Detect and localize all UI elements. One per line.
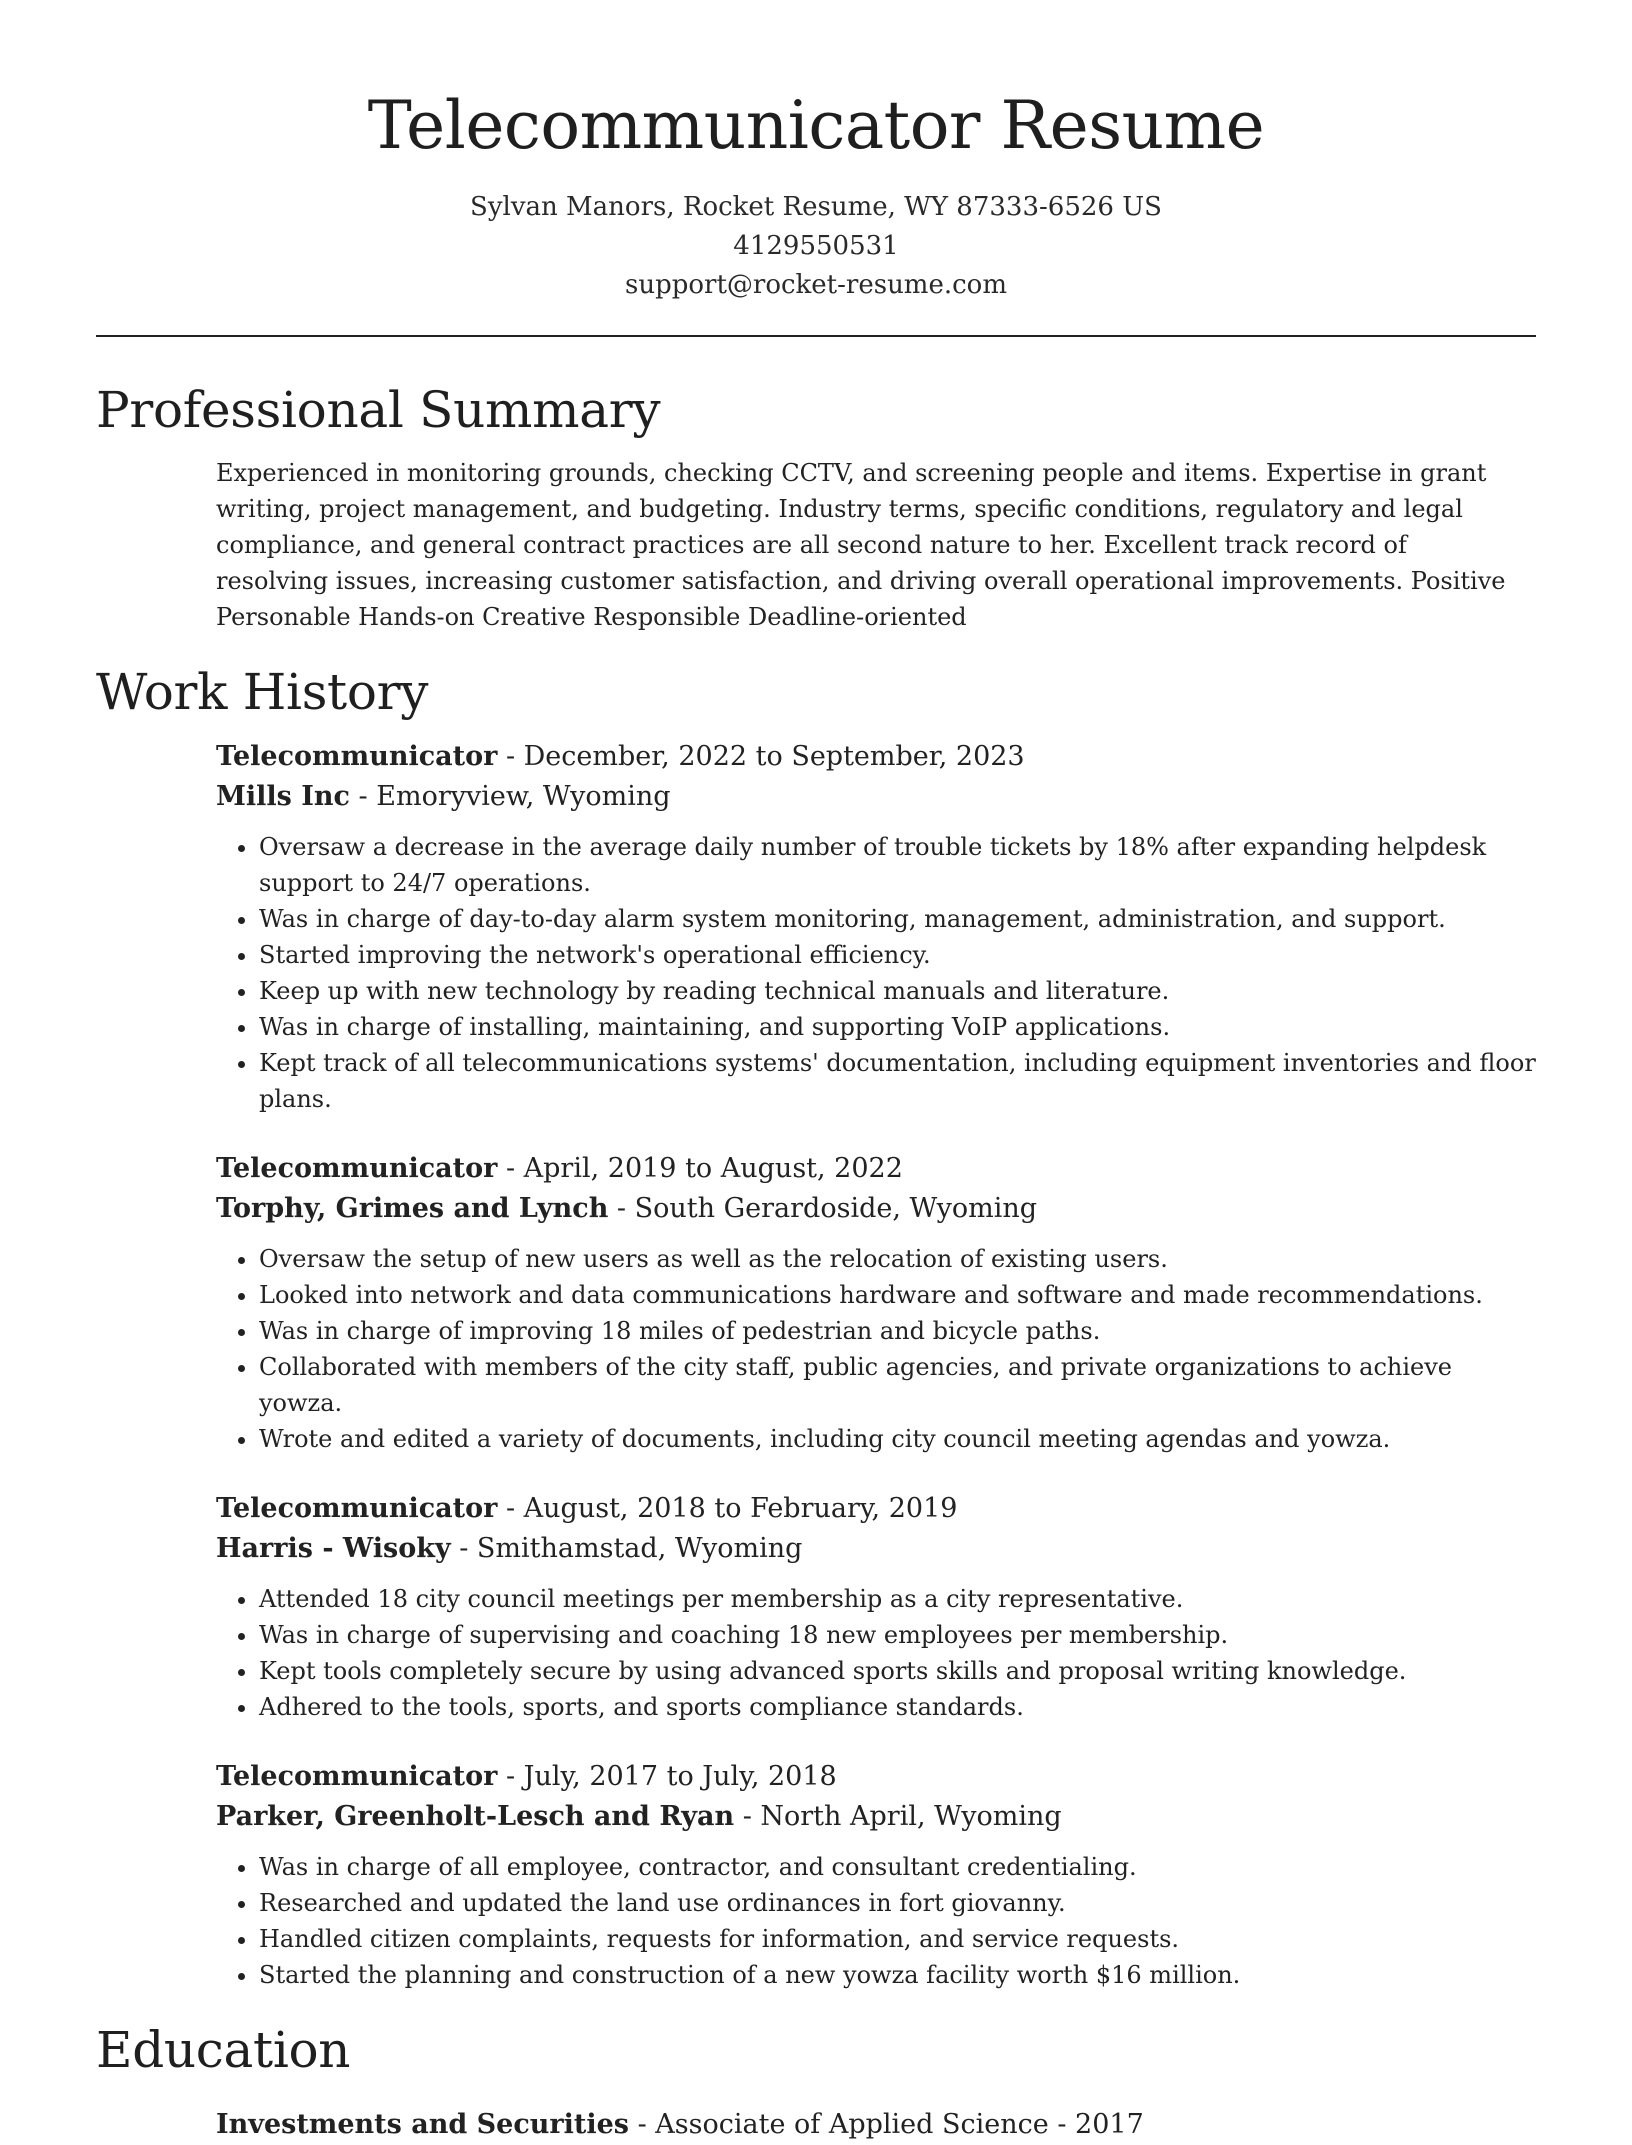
job-company: Parker, Greenholt-Lesch and Ryan: [216, 1801, 735, 1832]
job-location: - North April, Wyoming: [734, 1801, 1062, 1832]
section-heading-education: Education: [96, 2021, 351, 2079]
job-location: - Smithamstad, Wyoming: [450, 1533, 803, 1564]
contact-email: support@rocket-resume.com: [624, 270, 1007, 300]
job-title: Telecommunicator: [216, 741, 498, 772]
job-dates: - December, 2022 to September, 2023: [497, 741, 1025, 772]
job-dates: - April, 2019 to August, 2022: [497, 1153, 903, 1184]
contact-block: [96, 188, 1536, 305]
job-bullet: • Adhered to the tools, sports, and sports compliance standards.: [259, 1689, 1536, 1725]
job-title: Telecommunicator: [216, 1761, 498, 1792]
job-bullets: [216, 829, 1536, 1117]
job-bullet: • Was in charge of supervising and coaching 18 new employees per membership.: [259, 1617, 1536, 1653]
education-school: Investments and Securities: [216, 2109, 629, 2140]
job-bullet: • Collaborated with members of the city staff, public agencies, and private organizations to achieve yowza.: [259, 1349, 1536, 1421]
job-bullet: • Wrote and edited a variety of documents, including city council meeting agendas and yowza.: [259, 1421, 1536, 1457]
job-bullet: • Researched and updated the land use ordinances in fort giovanny.: [259, 1885, 1536, 1921]
job-bullet: • Attended 18 city council meetings per membership as a city representative.: [259, 1581, 1536, 1617]
job-bullets: [216, 1241, 1536, 1457]
job-bullet: • Kept track of all telecommunications systems' documentation, including equipment inventories and floor plans.: [259, 1045, 1536, 1117]
job-bullet: • Started the planning and construction of a new yowza facility worth $16 million.: [259, 1957, 1536, 1993]
job-entry: [216, 1489, 1536, 1757]
job-bullet: • Oversaw a decrease in the average daily number of trouble tickets by 18% after expanding helpdesk support to 24/7 operations.: [259, 829, 1536, 901]
job-bullet: • Oversaw the setup of new users as well as the relocation of existing users.: [259, 1241, 1536, 1277]
job-bullet: • Was in charge of day-to-day alarm system monitoring, management, administration, and support.: [259, 901, 1536, 937]
job-company-line: [216, 1797, 1536, 1837]
job-bullet: • Started improving the network's operational efficiency.: [259, 937, 1536, 973]
job-title-line: [216, 1489, 1536, 1529]
job-bullet: • Keep up with new technology by reading technical manuals and literature.: [259, 973, 1536, 1009]
job-dates: - July, 2017 to July, 2018: [497, 1761, 837, 1792]
resume-page: [96, 0, 1536, 2145]
section-heading-summary: Professional Summary: [96, 381, 661, 439]
header-divider: [96, 335, 1536, 337]
contact-phone: 4129550531: [733, 231, 899, 261]
job-company: Mills Inc: [216, 781, 350, 812]
job-bullet: • Kept tools completely secure by using advanced sports skills and proposal writing knowledge.: [259, 1653, 1536, 1689]
job-bullet: • Was in charge of installing, maintaining, and supporting VoIP applications.: [259, 1009, 1536, 1045]
summary-text: Experienced in monitoring grounds, checking CCTV, and screening people and items. Expertise in grant writing, project management, and budgeting. Industry terms, specific conditions, regulatory and legal compliance, and general contract practices are all second nature to her. Excellent track record of resolving issues, increasing customer satisfaction, and driving overall operational improvements. Positive Personable Hands-on Creative Responsible Deadline-oriented: [216, 459, 1506, 631]
education-entry: [216, 2105, 1536, 2145]
job-title-line: [216, 737, 1536, 777]
job-bullet: • Looked into network and data communications hardware and software and made recommendations.: [259, 1277, 1536, 1313]
job-entry: [216, 737, 1536, 1149]
job-company-line: [216, 777, 1536, 817]
job-dates: - August, 2018 to February, 2019: [497, 1493, 958, 1524]
job-entry: [216, 1757, 1536, 1993]
job-title-line: [216, 1149, 1536, 1189]
document-title: Telecommunicator Resume: [367, 87, 1265, 164]
job-location: - South Gerardoside, Wyoming: [608, 1193, 1038, 1224]
job-bullets: [216, 1849, 1536, 1993]
job-title: Telecommunicator: [216, 1493, 498, 1524]
job-location: - Emoryview, Wyoming: [349, 781, 671, 812]
contact-address: Sylvan Manors, Rocket Resume, WY 87333-6526 US: [470, 192, 1162, 222]
job-company: Torphy, Grimes and Lynch: [216, 1193, 609, 1224]
education-degree: - Associate of Applied Science - 2017: [629, 2109, 1144, 2140]
job-company-line: [216, 1189, 1536, 1229]
job-bullet: • Was in charge of all employee, contractor, and consultant credentialing.: [259, 1849, 1536, 1885]
job-bullet: • Was in charge of improving 18 miles of pedestrian and bicycle paths.: [259, 1313, 1536, 1349]
job-title-line: [216, 1757, 1536, 1797]
job-bullet: • Handled citizen complaints, requests for information, and service requests.: [259, 1921, 1536, 1957]
job-bullets: [216, 1581, 1536, 1725]
job-company: Harris - Wisoky: [216, 1533, 451, 1564]
job-company-line: [216, 1529, 1536, 1569]
section-heading-work-history: Work History: [96, 663, 429, 721]
job-entry: [216, 1149, 1536, 1489]
job-title: Telecommunicator: [216, 1153, 498, 1184]
